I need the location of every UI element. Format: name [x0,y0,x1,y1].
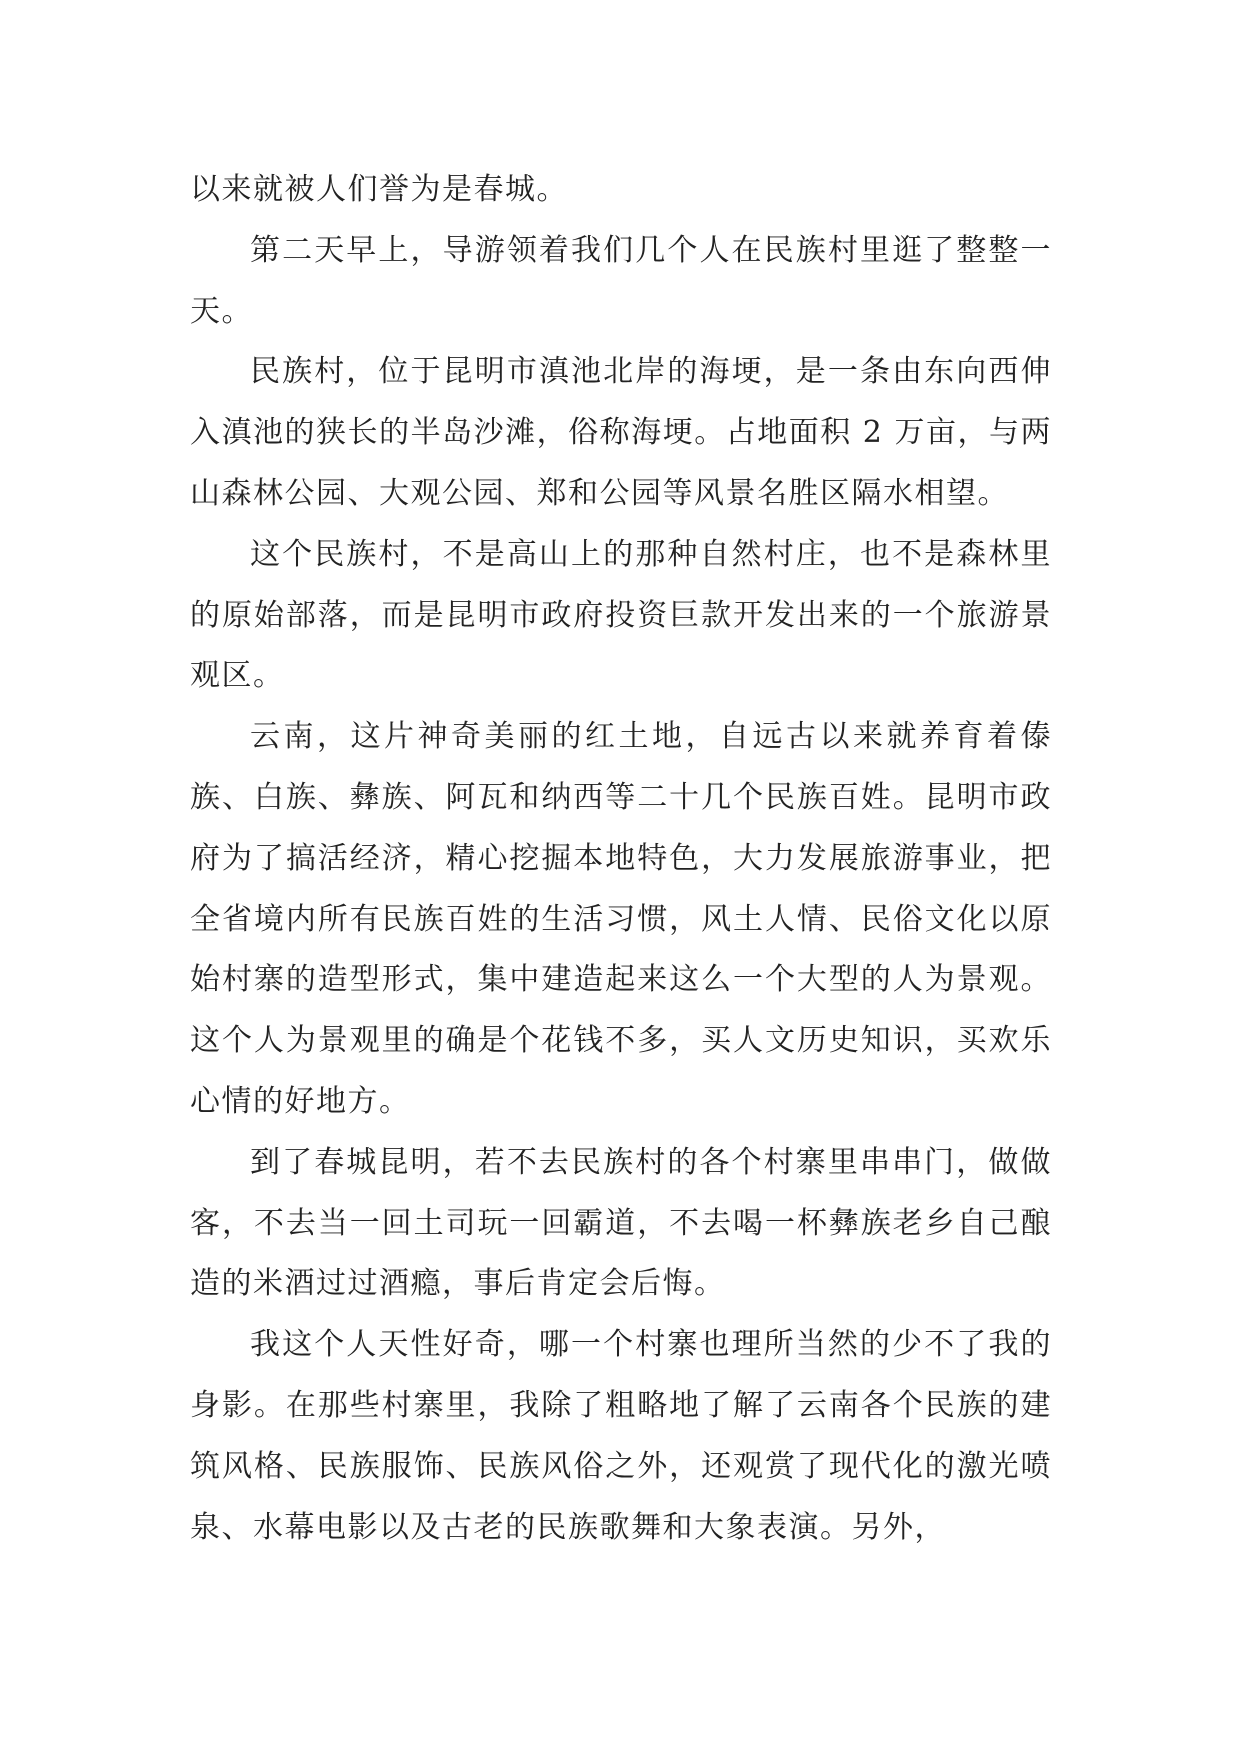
paragraph-curiosity: 我这个人天性好奇，哪一个村寨也理所当然的少不了我的身影。在那些村寨里，我除了粗略地了解了云南各个民族的建筑风格、民族服饰、民族风俗之外，还观赏了现代化的激光喷泉、水幕电影以及古老的民族歌舞和大象表演。另外， [190,1327,1052,1545]
paragraph-must-visit: 到了春城昆明，若不去民族村的各个村寨里串串门，做做客，不去当一回土司玩一回霸道，不去喝一杯彝族老乡自己酿造的米酒过过酒瘾，事后肯定会后悔。 [190,1144,1052,1302]
paragraph-village-nature: 这个民族村，不是高山上的那种自然村庄，也不是森林里的原始部落，而是昆明市政府投资巨款开发出来的一个旅游景观区。 [190,536,1052,694]
body-text [190,160,1052,1558]
paragraph-village-location: 民族村，位于昆明市滇池北岸的海埂，是一条由东向西伸入滇池的狭长的半岛沙滩，俗称海埂。占地面积 2 万亩，与两山森林公园、大观公园、郑和公园等风景名胜区隔水相望。 [190,354,1052,511]
paragraph-second-day: 第二天早上，导游领着我们几个人在民族村里逛了整整一天。 [190,232,1052,329]
paragraph-yunnan-peoples: 云南，这片神奇美丽的红土地，自远古以来就养育着傣族、白族、彝族、阿瓦和纳西等二十几个民族百姓。昆明市政府为了搞活经济，精心挖掘本地特色，大力发展旅游事业，把全省境内所有民族百姓的生活习惯，风土人情、民俗文化以原始村寨的造型形式，集中建造起来这么一个大型的人为景观。这个人为景观里的确是个花钱不多，买人文历史知识，买欢乐心情的好地方。 [190,719,1052,1119]
paragraph-continuation: 以来就被人们誉为是春城。 [190,172,568,207]
